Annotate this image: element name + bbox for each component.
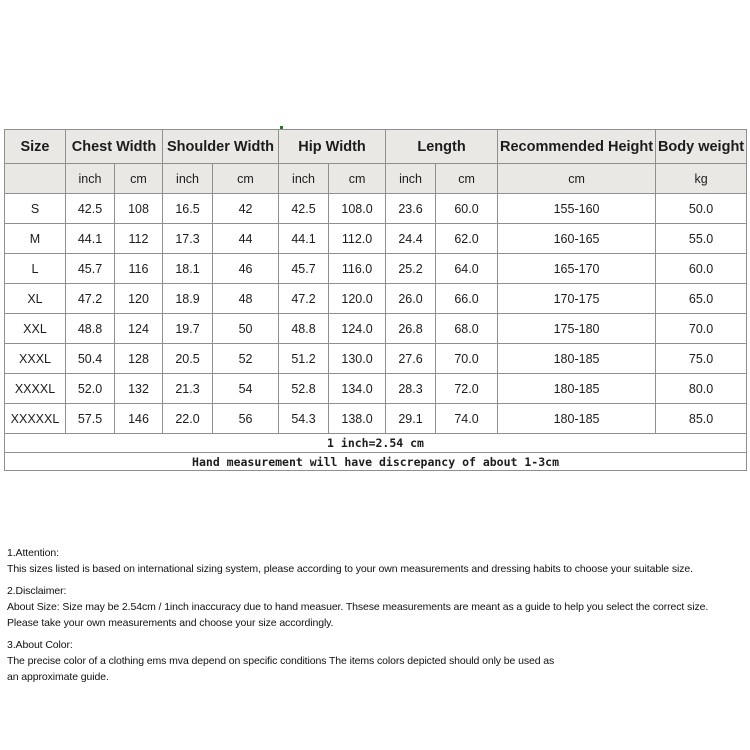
footnote-hand-measurement: Hand measurement will have discrepancy of about 1-3cm	[5, 453, 747, 471]
table-row	[5, 344, 747, 374]
value-cell: 108	[115, 194, 163, 224]
value-cell: 72.0	[436, 374, 498, 404]
value-cell: 55.0	[656, 224, 747, 254]
value-cell: 52	[213, 344, 279, 374]
value-cell: 124	[115, 314, 163, 344]
footnote-row	[5, 453, 747, 471]
value-cell: 165-170	[498, 254, 656, 284]
value-cell: 52.0	[66, 374, 115, 404]
value-cell: 116	[115, 254, 163, 284]
size-cell: XXXL	[5, 344, 66, 374]
note-line: The precise color of a clothing ems mva depend on specific conditions The items colors depicted should only be used as	[7, 655, 555, 667]
value-cell: 54.3	[279, 404, 329, 434]
value-cell: 42.5	[279, 194, 329, 224]
unit-header: inch	[163, 164, 213, 194]
value-cell: 155-160	[498, 194, 656, 224]
value-cell: 80.0	[656, 374, 747, 404]
value-cell: 26.8	[386, 314, 436, 344]
value-cell: 112	[115, 224, 163, 254]
table-row	[5, 224, 747, 254]
value-cell: 124.0	[329, 314, 386, 344]
value-cell: 112.0	[329, 224, 386, 254]
unit-header: inch	[279, 164, 329, 194]
value-cell: 65.0	[656, 284, 747, 314]
value-cell: 62.0	[436, 224, 498, 254]
value-cell: 19.7	[163, 314, 213, 344]
unit-header: inch	[66, 164, 115, 194]
value-cell: 68.0	[436, 314, 498, 344]
value-cell: 50.4	[66, 344, 115, 374]
size-cell: S	[5, 194, 66, 224]
value-cell: 132	[115, 374, 163, 404]
value-cell: 180-185	[498, 404, 656, 434]
value-cell: 24.4	[386, 224, 436, 254]
note-block	[7, 545, 747, 577]
note-heading: 2.Disclaimer:	[7, 585, 67, 597]
unit-header: inch	[386, 164, 436, 194]
value-cell: 16.5	[163, 194, 213, 224]
value-cell: 44.1	[279, 224, 329, 254]
value-cell: 180-185	[498, 344, 656, 374]
table-header	[5, 130, 747, 194]
value-cell: 46	[213, 254, 279, 284]
column-header: Length	[386, 130, 498, 164]
value-cell: 70.0	[436, 344, 498, 374]
value-cell: 128	[115, 344, 163, 374]
size-cell: XXXXXL	[5, 404, 66, 434]
value-cell: 138.0	[329, 404, 386, 434]
note-line: Please take your own measurements and choose your size accordingly.	[7, 617, 334, 629]
unit-header: cm	[329, 164, 386, 194]
value-cell: 180-185	[498, 374, 656, 404]
value-cell: 28.3	[386, 374, 436, 404]
size-cell: XXXXL	[5, 374, 66, 404]
notes-section	[7, 545, 747, 691]
value-cell: 170-175	[498, 284, 656, 314]
value-cell: 130.0	[329, 344, 386, 374]
value-cell: 120.0	[329, 284, 386, 314]
column-header: Shoulder Width	[163, 130, 279, 164]
value-cell: 64.0	[436, 254, 498, 284]
column-header: Hip Width	[279, 130, 386, 164]
size-chart-table	[4, 129, 747, 471]
size-cell: M	[5, 224, 66, 254]
unit-header: cm	[436, 164, 498, 194]
value-cell: 42	[213, 194, 279, 224]
value-cell: 75.0	[656, 344, 747, 374]
column-header: Size	[5, 130, 66, 164]
value-cell: 175-180	[498, 314, 656, 344]
table-footer	[5, 434, 747, 471]
column-header: Recommended Height	[498, 130, 656, 164]
value-cell: 54	[213, 374, 279, 404]
value-cell: 20.5	[163, 344, 213, 374]
value-cell: 134.0	[329, 374, 386, 404]
value-cell: 25.2	[386, 254, 436, 284]
note-line: This sizes listed is based on international sizing system, please according to your own measurements and dressing habits to choose your suitable size.	[7, 563, 693, 575]
table-row	[5, 284, 747, 314]
value-cell: 26.0	[386, 284, 436, 314]
value-cell: 45.7	[279, 254, 329, 284]
size-cell: XXL	[5, 314, 66, 344]
value-cell: 47.2	[279, 284, 329, 314]
value-cell: 56	[213, 404, 279, 434]
value-cell: 66.0	[436, 284, 498, 314]
value-cell: 146	[115, 404, 163, 434]
value-cell: 42.5	[66, 194, 115, 224]
value-cell: 29.1	[386, 404, 436, 434]
size-cell: XL	[5, 284, 66, 314]
value-cell: 50	[213, 314, 279, 344]
unit-header: cm	[115, 164, 163, 194]
value-cell: 18.9	[163, 284, 213, 314]
note-line: About Size: Size may be 2.54cm / 1inch inaccuracy due to hand measuer. Thsese measurements are meant as a guide to help you select the correct size.	[7, 601, 709, 613]
footnote-inch-conversion: 1 inch=2.54 cm	[5, 434, 747, 453]
note-line: an approximate guide.	[7, 671, 109, 683]
value-cell: 50.0	[656, 194, 747, 224]
value-cell: 47.2	[66, 284, 115, 314]
value-cell: 160-165	[498, 224, 656, 254]
value-cell: 57.5	[66, 404, 115, 434]
header-unit-row	[5, 164, 747, 194]
note-block	[7, 637, 747, 685]
value-cell: 22.0	[163, 404, 213, 434]
value-cell: 21.3	[163, 374, 213, 404]
value-cell: 45.7	[66, 254, 115, 284]
column-header: Chest Width	[66, 130, 163, 164]
header-group-row	[5, 130, 747, 164]
table-row	[5, 254, 747, 284]
value-cell: 23.6	[386, 194, 436, 224]
unit-header: cm	[213, 164, 279, 194]
value-cell: 74.0	[436, 404, 498, 434]
value-cell: 120	[115, 284, 163, 314]
table-row	[5, 314, 747, 344]
value-cell: 60.0	[656, 254, 747, 284]
value-cell: 108.0	[329, 194, 386, 224]
table-row	[5, 374, 747, 404]
value-cell: 44.1	[66, 224, 115, 254]
value-cell: 116.0	[329, 254, 386, 284]
note-heading: 1.Attention:	[7, 547, 59, 559]
value-cell: 70.0	[656, 314, 747, 344]
value-cell: 27.6	[386, 344, 436, 374]
table-row	[5, 404, 747, 434]
value-cell: 17.3	[163, 224, 213, 254]
size-cell: L	[5, 254, 66, 284]
table-body	[5, 194, 747, 434]
value-cell: 48.8	[66, 314, 115, 344]
value-cell: 44	[213, 224, 279, 254]
value-cell: 51.2	[279, 344, 329, 374]
value-cell: 48	[213, 284, 279, 314]
value-cell: 52.8	[279, 374, 329, 404]
note-heading: 3.About Color:	[7, 639, 73, 651]
unit-header: kg	[656, 164, 747, 194]
note-block	[7, 583, 747, 631]
unit-header	[5, 164, 66, 194]
value-cell: 18.1	[163, 254, 213, 284]
value-cell: 85.0	[656, 404, 747, 434]
table-row	[5, 194, 747, 224]
value-cell: 60.0	[436, 194, 498, 224]
unit-header: cm	[498, 164, 656, 194]
column-header: Body weight	[656, 130, 747, 164]
value-cell: 48.8	[279, 314, 329, 344]
footnote-row	[5, 434, 747, 453]
